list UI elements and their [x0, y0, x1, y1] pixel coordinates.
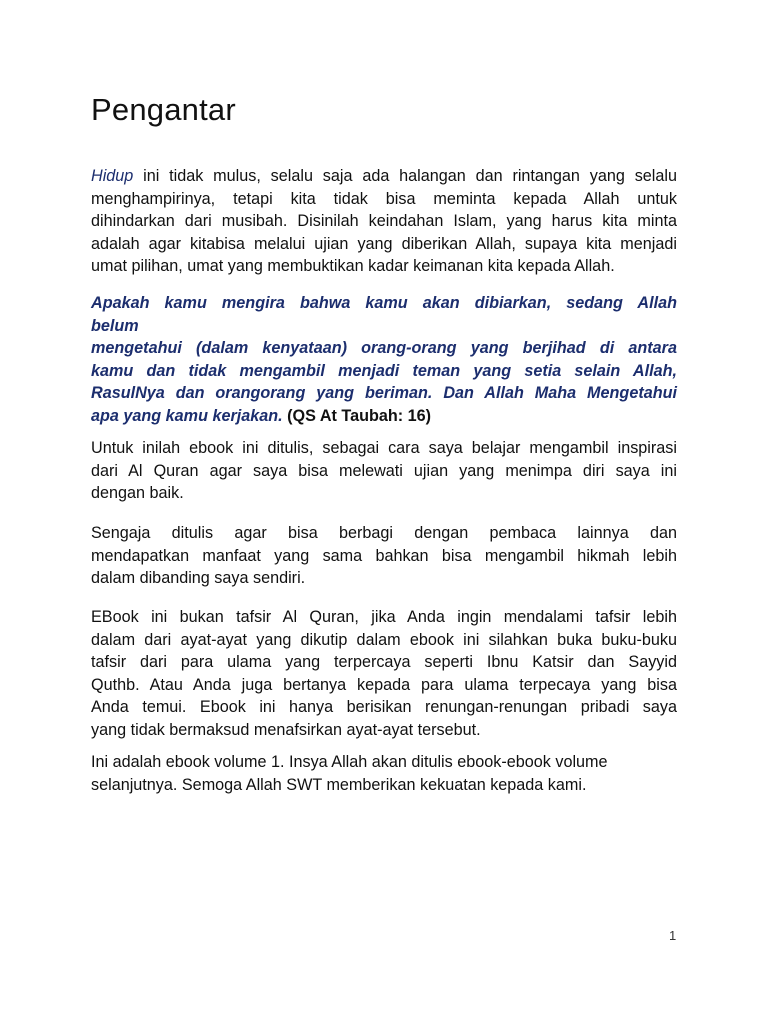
- paragraph-line: [91, 165, 677, 188]
- paragraph-line: EBook ini bukan tafsir Al Quran, jika Anda ingin mendalami tafsir lebih: [91, 608, 677, 626]
- page-number: 1: [669, 928, 677, 943]
- quote-line: kamu dan tidak mengambil menjadi teman yang setia selain Allah,: [91, 361, 677, 380]
- quote-line: RasulNya dan orangorang yang beriman. Dan Allah Maha Mengetahui: [91, 384, 677, 402]
- paragraph-volume: [91, 751, 677, 796]
- lead-emphasis-word: Hidup: [91, 167, 134, 185]
- quote-line: Apakah kamu mengira bahwa kamu akan dibiarkan, sedang Allah: [91, 294, 677, 312]
- paragraph-line: mendapatkan manfaat yang sama bahkan bisa mengambil hikmah lebih: [91, 546, 677, 565]
- paragraph-line: Anda temui. Ebook ini hanya berisikan renungan-renungan pribadi saya: [91, 698, 677, 716]
- quote-text: apa yang kamu kerjakan.: [91, 406, 283, 425]
- quote-block: [91, 292, 677, 427]
- paragraph-line: Sengaja ditulis agar bisa berbagi dengan pembaca lainnya dan: [91, 524, 677, 542]
- paragraph-line: dihindarkan dari musibah. Disinilah keindahan Islam, yang harus kita minta: [91, 212, 677, 230]
- paragraph-line: tafsir dari para ulama yang terpercaya seperti Ibnu Katsir dan Sayyid: [91, 653, 677, 671]
- page-title: Pengantar: [91, 92, 236, 127]
- paragraph-sharing: [91, 522, 677, 590]
- paragraph-line: yang tidak bermaksud menafsirkan ayat-ayat tersebut.: [91, 720, 481, 739]
- paragraph-line: dalam dari ayat-ayat yang dikutip dalam ebook ini silahkan buka buku-buku: [91, 630, 677, 649]
- quote-line: [91, 405, 677, 428]
- paragraph-disclaimer: [91, 606, 677, 741]
- quote-reference: (QS At Taubah: 16): [282, 406, 432, 425]
- paragraph-line: dalam dibanding saya sendiri.: [91, 569, 306, 587]
- paragraph-purpose: [91, 437, 677, 505]
- paragraph-line: dengan baik.: [91, 484, 184, 502]
- paragraph-line: menghampirinya, tetapi kita tidak bisa meminta kepada Allah untuk: [91, 189, 677, 208]
- paragraph-line: umat pilihan, umat yang membuktikan kadar keimanan kita kepada Allah.: [91, 257, 615, 275]
- quote-line: mengetahui (dalam kenyataan) orang-orang yang berjihad di antara: [91, 339, 677, 357]
- quote-line: belum: [91, 316, 139, 335]
- paragraph-text: ini tidak mulus, selalu saja ada halangan dan rintangan yang selalu: [133, 167, 677, 185]
- paragraph-line: Ini adalah ebook volume 1. Insya Allah akan ditulis ebook-ebook volume: [91, 753, 608, 771]
- paragraph-line: dari Al Quran agar saya bisa melewati ujian yang menimpa diri saya ini: [91, 461, 677, 480]
- paragraph-intro: [91, 165, 677, 278]
- paragraph-line: selanjutnya. Semoga Allah SWT memberikan kekuatan kepada kami.: [91, 775, 587, 794]
- paragraph-line: adalah agar kitabisa melalui ujian yang diberikan Allah, supaya kita menjadi: [91, 234, 677, 253]
- paragraph-line: Quthb. Atau Anda juga bertanya kepada para ulama terpecaya yang bisa: [91, 675, 677, 694]
- paragraph-line: Untuk inilah ebook ini ditulis, sebagai cara saya belajar mengambil inspirasi: [91, 439, 677, 457]
